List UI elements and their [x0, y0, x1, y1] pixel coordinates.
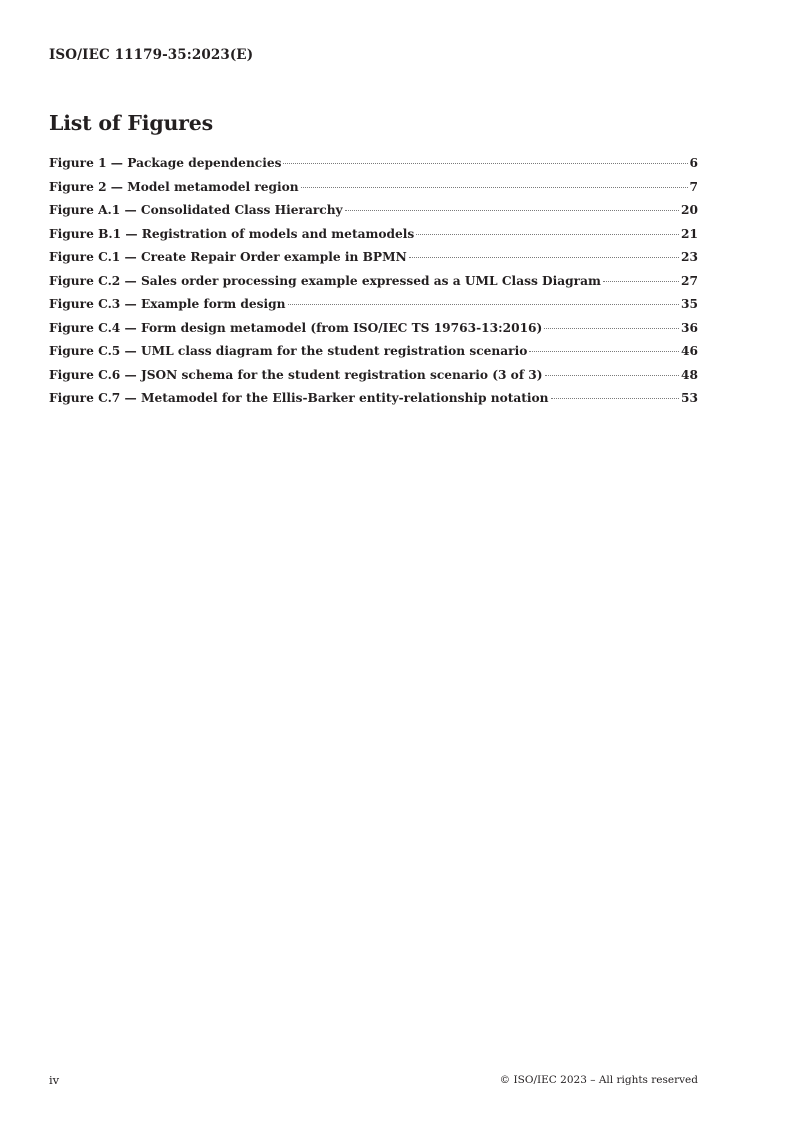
dot-leader [544, 328, 679, 329]
list-of-figures [49, 156, 698, 415]
list-of-figures-title: List of Figures [49, 111, 213, 135]
dot-leader [345, 210, 679, 211]
figure-entry-label: Figure C.6 — JSON schema for the student registration scenario (3 of 3) [49, 367, 543, 382]
dot-leader [545, 375, 679, 376]
figure-entry-page: 20 [681, 203, 698, 217]
figure-entry[interactable] [49, 368, 698, 392]
figure-entry-label: Figure 2 — Model metamodel region [49, 179, 299, 194]
figure-entry-label: Figure C.7 — Metamodel for the Ellis-Barker entity-relationship notation [49, 391, 549, 405]
figure-entry-page: 35 [681, 297, 698, 311]
figure-entry-label: Figure A.1 — Consolidated Class Hierarchy [49, 203, 343, 217]
figure-entry-page: 36 [681, 320, 698, 335]
figure-entry-label: Figure C.3 — Example form design [49, 297, 286, 311]
figure-entry[interactable] [49, 297, 698, 321]
figure-entry[interactable] [49, 321, 698, 345]
figure-entry-label: Figure C.2 — Sales order processing example expressed as a UML Class Diagram [49, 273, 601, 288]
dot-leader [529, 351, 679, 352]
figure-entry[interactable] [49, 156, 698, 180]
dot-leader [603, 281, 679, 282]
dot-leader [416, 234, 679, 235]
dot-leader [409, 257, 679, 258]
footer-page-number: iv [49, 1073, 60, 1087]
figure-entry-label: Figure C.1 — Create Repair Order example in BPMN [49, 250, 407, 264]
figure-entry-label: Figure B.1 — Registration of models and metamodels [49, 226, 415, 241]
figure-entry[interactable] [49, 344, 698, 368]
figure-entry[interactable] [49, 227, 698, 251]
footer-copyright: © ISO/IEC 2023 – All rights reserved [499, 1074, 698, 1086]
dot-leader [288, 304, 679, 305]
dot-leader [551, 398, 680, 399]
figure-entry-label: Figure C.5 — UML class diagram for the student registration scenario [49, 344, 528, 358]
figure-entry[interactable] [49, 203, 698, 227]
figure-entry-label: Figure C.4 — Form design metamodel (from ISO/IEC TS 19763-13:2016) [49, 320, 543, 335]
dot-leader [301, 187, 688, 188]
figure-entry-label: Figure 1 — Package dependencies [49, 156, 282, 170]
figure-entry[interactable] [49, 391, 698, 415]
figure-entry[interactable] [49, 274, 698, 298]
figure-entry-page: 46 [681, 344, 698, 358]
figure-entry-page: 21 [681, 226, 698, 241]
dot-leader [283, 163, 687, 164]
figure-entry-page: 48 [681, 367, 698, 382]
figure-entry-page: 53 [681, 391, 698, 405]
figure-entry-page: 7 [689, 179, 698, 194]
figure-entry[interactable] [49, 250, 698, 274]
document-id-header: ISO/IEC 11179-35:2023(E) [49, 47, 254, 63]
figure-entry-page: 23 [681, 250, 698, 264]
figure-entry-page: 6 [689, 156, 698, 170]
figure-entry[interactable] [49, 180, 698, 204]
figure-entry-page: 27 [681, 273, 698, 288]
